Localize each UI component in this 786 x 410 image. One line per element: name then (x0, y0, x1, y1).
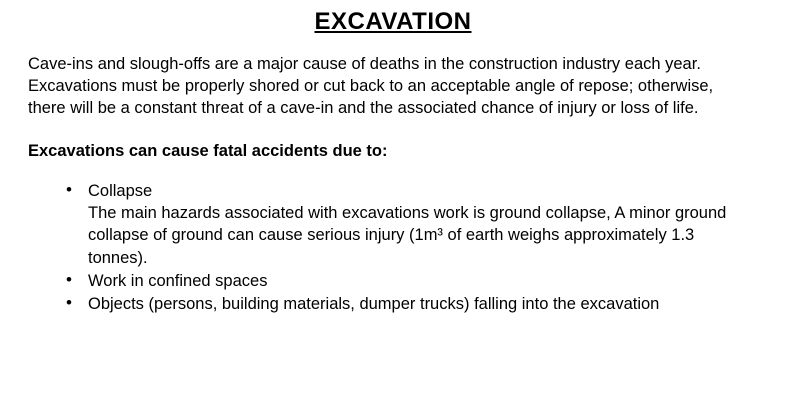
hazard-list (28, 180, 758, 316)
list-item-detail: The main hazards associated with excavations work is ground collapse, A minor ground collapse of ground can cause serious injury (1m³ of earth weighs approximately 1.3 tonnes). (88, 204, 727, 267)
intro-paragraph-3: there will be a constant threat of a cave-in and the associated chance of injury or loss of life. (28, 99, 699, 118)
intro-paragraph-1: Cave-ins and slough-offs are a major cause of deaths in the construction industry each year. (28, 54, 701, 73)
list-item-label: • Collapse (88, 181, 153, 200)
intro-paragraph-2: Excavations must be properly shored or cut back to an acceptable angle of repose; otherwise, (28, 77, 714, 96)
list-item-label: • Objects (persons, building materials, dumper trucks) falling into the excavation (88, 295, 660, 314)
list-item (88, 293, 758, 315)
document-page (0, 6, 786, 410)
list-item-label: • Work in confined spaces (88, 271, 268, 290)
page-title: EXCAVATION (314, 8, 472, 35)
list-item (88, 270, 758, 292)
list-item (88, 180, 758, 269)
intro-block (28, 53, 758, 120)
section-subheading: Excavations can cause fatal accidents due to: (28, 141, 388, 160)
